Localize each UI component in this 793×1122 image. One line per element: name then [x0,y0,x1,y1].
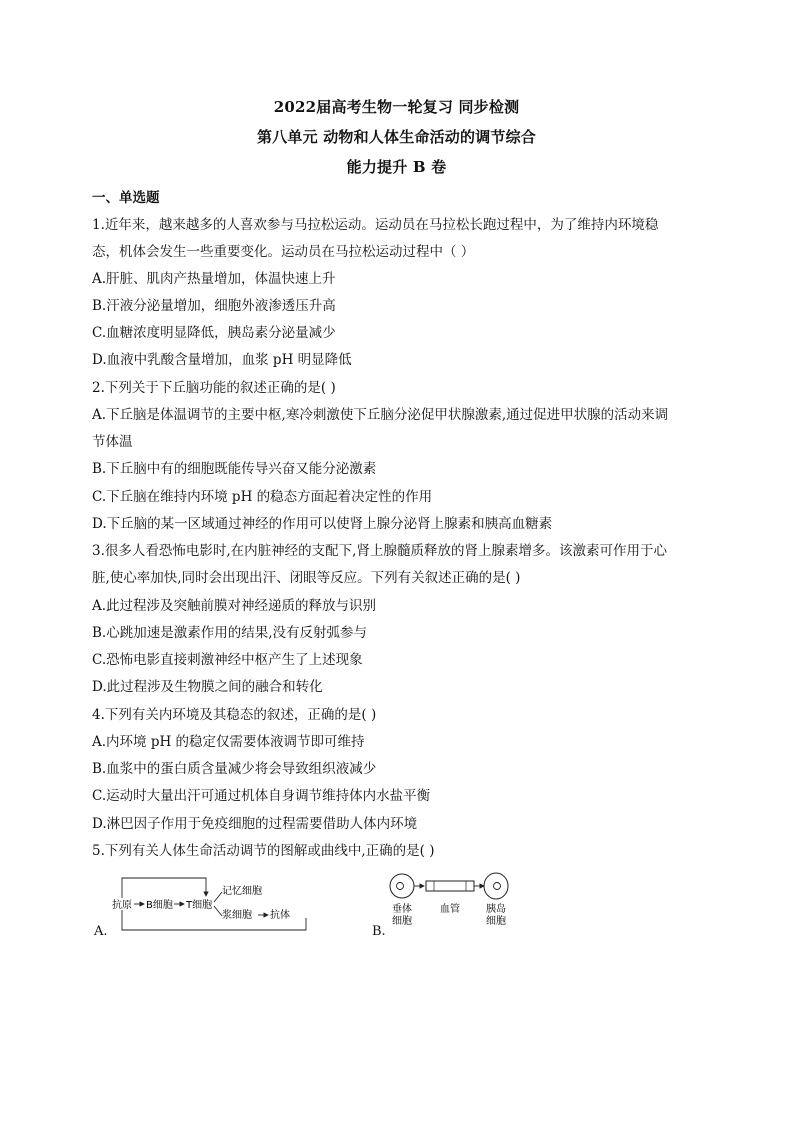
feedback-arrow-top [122,878,206,898]
branch-up [214,892,222,902]
q3-option-d: D.此过程涉及生物膜之间的融合和转化 [92,679,323,695]
q2-option-d: D.下丘脑的某一区域通过神经的作用可以使肾上腺分泌肾上腺素和胰高血糖素 [92,516,553,532]
label-vessel: 血管 [440,904,460,915]
q3-stem-line1: 3.很多人看恐怖电影时,在内脏神经的支配下,肾上腺髓质释放的肾上腺素增多。该激素可作用于心 [92,543,667,559]
label-pituitary-1: 垂体 [392,904,412,915]
q4-option-c: C.运动时大量出汗可通过机体自身调节维持体内水盐平衡 [92,788,431,804]
q5-option-a-label: A. [94,924,108,939]
label-antibody: 抗体 [270,910,290,921]
q2-stem: 2.下列关于下丘脑功能的叙述正确的是( ) [92,380,336,396]
q3-option-b: B.心跳加速是激素作用的结果,没有反射弧参与 [92,625,368,641]
q2-option-a-line1: A.下丘脑是体温调节的主要中枢,寒冷刺激使下丘脑分泌促甲状腺激素,通过促进甲状腺的活动来调 [92,407,669,423]
q1-option-c: C.血糖浓度明显降低，胰岛素分泌量减少 [92,325,336,341]
label-memory-cell: 记忆细胞 [222,886,262,897]
q4-option-a: A.内环境 pH 的稳定仅需要体液调节即可维持 [92,734,365,750]
q4-option-b: B.血浆中的蛋白质含量减少将会导致组织液减少 [92,761,377,777]
doc-title-line1: 2022届高考生物一轮复习 同步检测 [273,98,520,116]
blood-vessel-icon [426,881,474,891]
q4-option-d: D.淋巴因子作用于免疫细胞的过程需要借助人体内环境 [92,816,418,832]
q5-figure-a-immune-diagram [110,870,310,936]
q5-figure-b-cell-diagram [386,868,516,934]
q3-stem-line2: 脏,使心率加快,同时会出现出汗、闭眼等反应。下列有关叙述正确的是( ) [92,570,521,586]
q5-option-b-label: B. [372,924,386,939]
doc-title-line3: 能力提升 B 卷 [346,158,447,176]
q3-option-a: A.此过程涉及突触前膜对神经递质的释放与识别 [92,598,377,614]
branch-down [214,906,222,916]
q4-stem: 4.下列有关内环境及其稳态的叙述，正确的是( ) [92,707,377,723]
q2-option-a-line2: 节体温 [92,434,133,450]
q1-stem-line2: 态，机体会发生一些重要变化。运动员在马拉松运动过程中（ ） [92,244,475,260]
label-pituitary-2: 细胞 [392,916,412,927]
q1-stem-line1: 1.近年来，越来越多的人喜欢参与马拉松运动。运动员在马拉松长跑过程中，为了维持内环境稳 [92,217,659,233]
label-antigen: 抗原 [112,900,132,911]
pituitary-cell-icon [390,874,414,898]
q1-option-a: A.肝脏、肌肉产热量增加，体温快速上升 [92,271,336,287]
q2-option-b: B.下丘脑中有的细胞既能传导兴奋又能分泌激素 [92,461,377,477]
q3-option-c: C.恐怖电影直接刺激神经中枢产生了上述现象 [92,652,363,668]
islet-nucleus-icon [494,883,501,890]
islet-cell-icon [484,873,508,899]
label-tcell: T细胞 [186,900,213,911]
label-bcell: B细胞 [146,900,173,911]
section-heading: 一、单选题 [92,190,160,206]
q2-option-c: C.下丘脑在维持内环境 pH 的稳态方面起着决定性的作用 [92,489,433,505]
label-islet-1: 胰岛 [486,904,506,915]
label-plasma-cell: 浆细胞 [222,910,252,921]
q1-option-d: D.血液中乳酸含量增加，血浆 pH 明显降低 [92,352,352,368]
doc-title-line2: 第八单元 动物和人体生命活动的调节综合 [256,128,537,146]
label-islet-2: 细胞 [486,916,506,927]
pituitary-nucleus-icon [397,883,404,890]
q1-option-b: B.汗液分泌量增加，细胞外液渗透压升高 [92,298,336,314]
q5-stem: 5.下列有关人体生命活动调节的图解或曲线中,正确的是( ) [92,843,435,859]
